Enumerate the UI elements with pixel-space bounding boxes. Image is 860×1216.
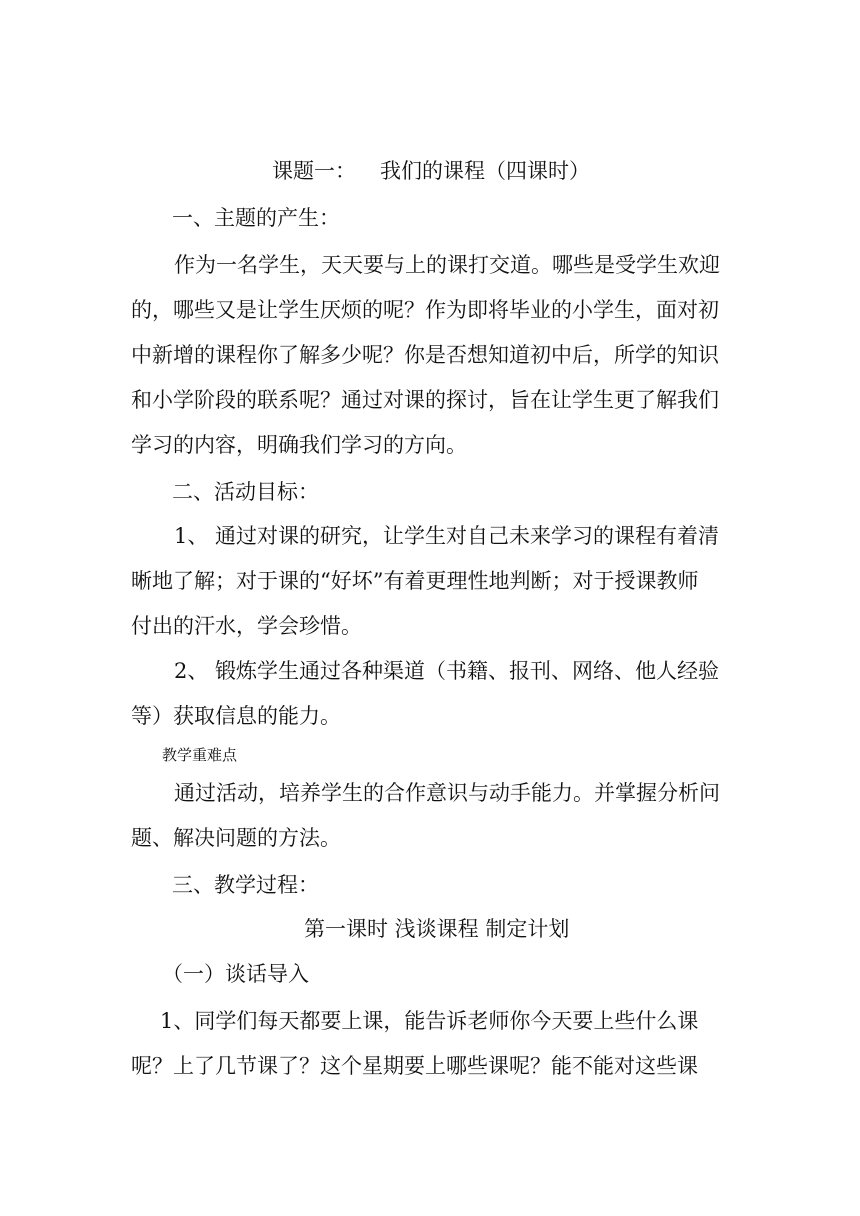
section2-heading: 二、活动目标： bbox=[172, 480, 319, 504]
title-prefix: 课题一： bbox=[272, 159, 356, 183]
key-points-line: 通过活动，培养学生的合作意识与动手能力。并掌握分析问 bbox=[174, 781, 720, 805]
part1-line: 1、同学们每天都要上课，能告诉老师你今天要上些什么课 bbox=[160, 1009, 699, 1033]
part1-line: 呢？上了几节课了？这个星期要上哪些课呢？能不能对这些课 bbox=[131, 1054, 698, 1078]
goal2-line: 等）获取信息的能力。 bbox=[131, 704, 341, 728]
section1-line: 和小学阶段的联系呢？通过对课的探讨，旨在让学生更了解我们 bbox=[131, 388, 719, 412]
key-points-heading: 教学重难点 bbox=[162, 746, 238, 764]
lesson1-title: 第一课时 浅谈课程 制定计划 bbox=[304, 917, 570, 941]
section1-line: 中新增的课程你了解多少呢？你是否想知道初中后，所学的知识 bbox=[131, 343, 719, 367]
section1-line: 作为一名学生，天天要与上的课打交道。哪些是受学生欢迎 bbox=[174, 253, 720, 277]
section1-line: 的，哪些又是让学生厌烦的呢？作为即将毕业的小学生，面对初 bbox=[131, 298, 719, 322]
section1-heading: 一、主题的产生： bbox=[172, 206, 340, 230]
goal1-line: 付出的汗水，学会珍惜。 bbox=[131, 614, 362, 638]
goal1-line: 1、 通过对课的研究，让学生对自己未来学习的课程有着清 bbox=[174, 524, 720, 548]
part1-heading: （一）谈话导入 bbox=[162, 962, 309, 986]
section3-heading: 三、教学过程： bbox=[172, 873, 319, 897]
goal1-line: 晰地了解；对于课的“好坏”有着更理性地判断；对于授课教师 bbox=[131, 569, 699, 593]
section1-line: 学习的内容，明确我们学习的方向。 bbox=[131, 433, 467, 457]
key-points-line: 题、解决问题的方法。 bbox=[131, 826, 341, 850]
page-title: 我们的课程（四课时） bbox=[380, 159, 590, 183]
goal2-line: 2、 锻炼学生通过各种渠道（书籍、报刊、网络、他人经验 bbox=[174, 659, 720, 683]
